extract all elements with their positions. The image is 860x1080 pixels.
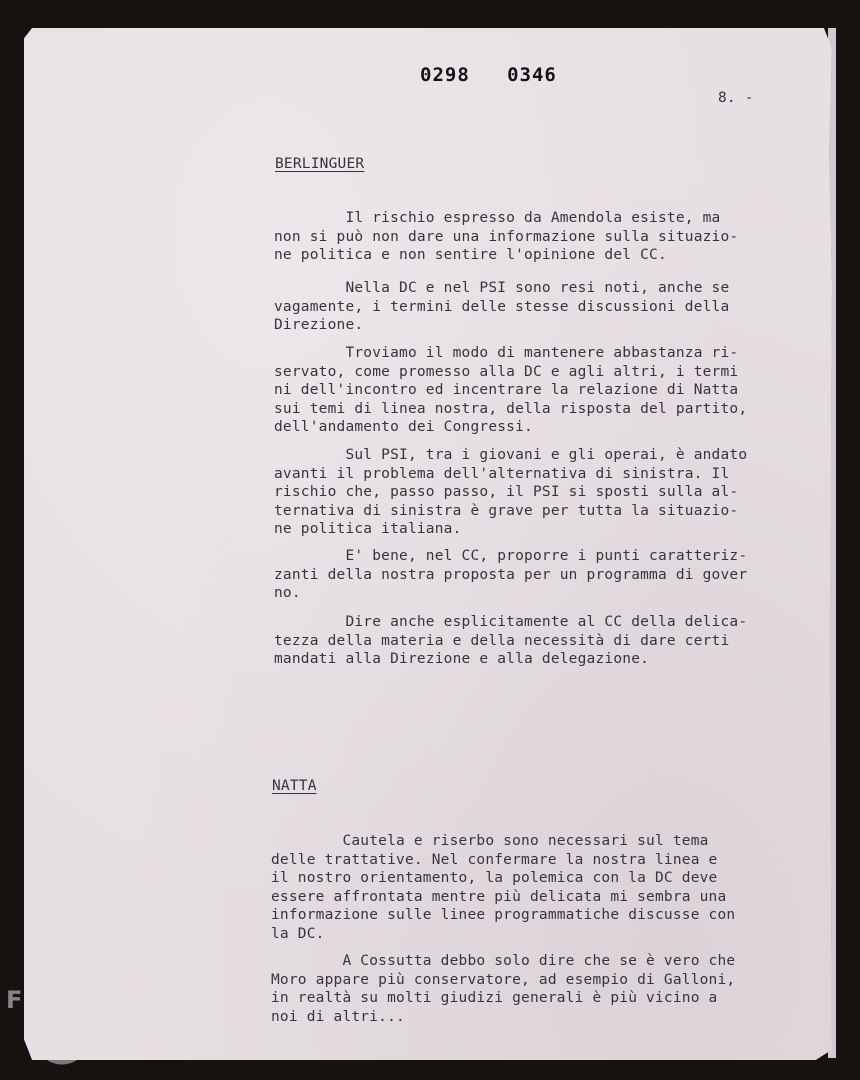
text-line: Moro appare più conservatore, ad esempio di Galloni, (271, 971, 736, 988)
text-line: no. (274, 585, 301, 602)
speaker-heading-berlinguer: BERLINGUER (275, 156, 365, 172)
text-line: Il rischio espresso da Amendola esiste, ma (274, 210, 721, 226)
text-line: ni dell'incontro ed incentrare la relazione di Natta (274, 382, 739, 399)
text-line: il nostro orientamento, la polemica con la DC deve (271, 870, 718, 887)
paragraph (274, 344, 747, 437)
text-line: dell'andamento dei Congressi. (274, 419, 533, 436)
text-line: avanti il problema dell'alternativa di sinistra. Il (274, 465, 730, 482)
text-line: Troviamo il modo di mantenere abbastanza ri- (274, 345, 739, 361)
paragraph (274, 279, 729, 335)
text-line: zanti della nostra proposta per un programma di gover (274, 566, 748, 583)
text-line: rischio che, passo passo, il PSI si sposti sulla al- (274, 484, 739, 501)
paragraph (271, 832, 735, 944)
text-line: ternativa di sinistra è grave per tutta la situazio- (274, 502, 739, 519)
text-line: vagamente, i termini delle stesse discussioni della (274, 298, 730, 315)
text-line: Sul PSI, tra i giovani e gli operai, è andato (274, 447, 748, 463)
paragraph (274, 209, 738, 265)
text-line: A Cossutta debbo solo dire che se è vero che (271, 953, 736, 969)
text-line: in realtà su molti giudizi generali è più vicino a (271, 990, 718, 1007)
text-line: Dire anche esplicitamente al CC della delica- (274, 614, 748, 630)
text-line: tezza della materia e della necessità di dare certi (274, 632, 730, 649)
paragraph (271, 952, 735, 1026)
text-line: informazione sulle linee programmatiche discusse con (271, 907, 736, 924)
watermark-line1: FONDAZIONE (6, 986, 190, 1014)
text-line: ne politica e non sentire l'opinione del CC. (274, 247, 667, 264)
text-line: servato, come promesso alla DC e agli altri, i termi (274, 363, 739, 380)
fondazione-gramsci-watermark (6, 986, 226, 1076)
text-line: Nella DC e nel PSI sono resi noti, anche se (274, 280, 730, 296)
text-line: non si può non dare una informazione sulla situazio- (274, 228, 739, 245)
text-line: Direzione. (274, 317, 364, 334)
text-line: noi di altri... (271, 1008, 405, 1025)
paragraph (274, 613, 747, 669)
paragraph (274, 547, 747, 603)
text-line: la DC. (271, 925, 325, 942)
text-line: Cautela e riserbo sono necessari sul tema (271, 833, 709, 849)
text-line: sui temi di linea nostra, della risposta del partito, (274, 400, 748, 417)
paragraph (274, 446, 747, 539)
text-line: mandati alla Direzione e alla delegazione. (274, 651, 650, 668)
text-line: essere affrontata mentre più delicata mi sembra una (271, 888, 727, 905)
page-number: 8. - (718, 90, 754, 106)
document-number: 0298 0346 (420, 64, 557, 86)
text-line: ne politica italiana. (274, 521, 462, 538)
speaker-heading-natta: NATTA (272, 778, 317, 794)
text-line: E' bene, nel CC, proporre i punti caratteriz- (274, 548, 748, 564)
watermark-suffix: onl (178, 1048, 194, 1059)
text-line: delle trattative. Nel confermare la nostra linea e (271, 851, 718, 868)
watermark-line2: RAMSCI (76, 1016, 184, 1044)
